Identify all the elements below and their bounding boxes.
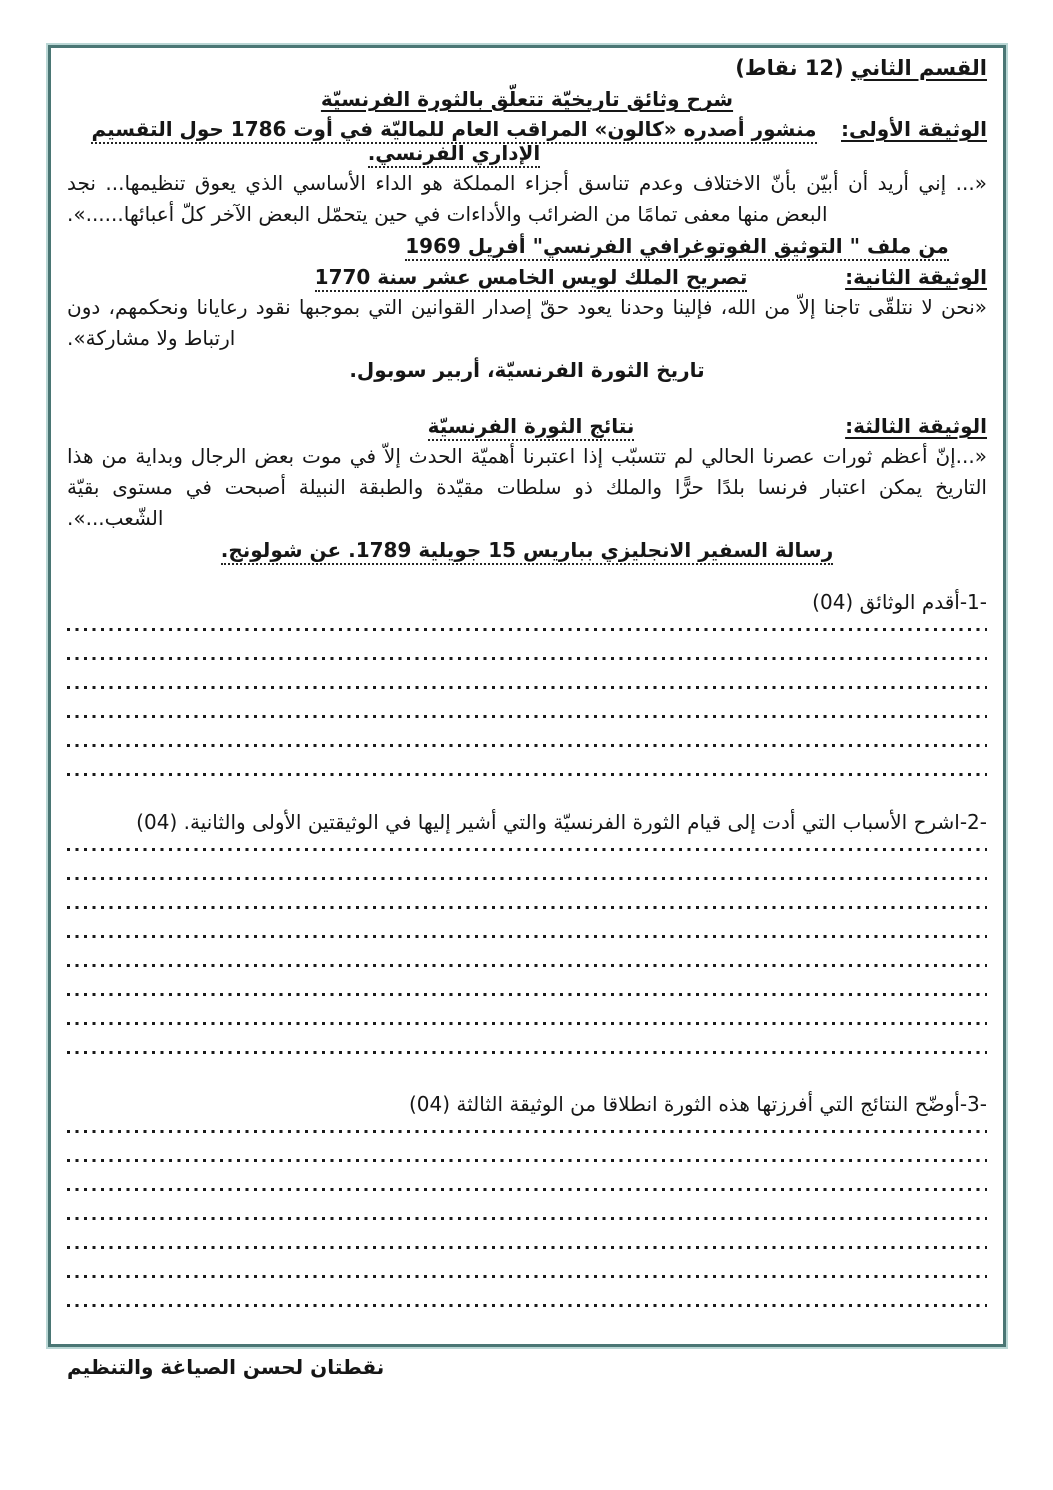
question-3-text: -3-أوضّح النتائج التي أفرزتها هذه الثورة انطلاقا من الوثيقة الثالثة (04) xyxy=(408,1092,987,1116)
document-2-title-wrap xyxy=(67,265,845,289)
answer-line xyxy=(67,1217,987,1220)
question-2-text: -2-اشرح الأسباب التي أدت إلى قيام الثورة الفرنسيّة والتي أشير إليها في الوثيقتين الأولى والثانية. (04) xyxy=(136,810,987,834)
answer-line xyxy=(67,1275,987,1278)
answer-line xyxy=(67,935,987,938)
exam-subtitle-row xyxy=(67,87,987,111)
spacer xyxy=(67,389,987,411)
document-1-label: الوثيقة الأولى: xyxy=(841,117,987,141)
document-2-source-row xyxy=(67,358,987,382)
document-3-title-wrap xyxy=(67,414,845,438)
answer-line xyxy=(67,657,987,660)
answer-line xyxy=(67,686,987,689)
question-1-text: -1-أقدم الوثائق (04) xyxy=(812,590,987,614)
answer-line xyxy=(67,715,987,718)
document-3-source: رسالة السفير الانجليزي بباريس 15 جويلية 1789. عن شولونج. xyxy=(221,538,834,565)
section-points: (12 نقاط) xyxy=(735,56,844,80)
answer-line xyxy=(67,1159,987,1162)
document-3-label: الوثيقة الثالثة: xyxy=(845,414,987,438)
answer-line xyxy=(67,1051,987,1054)
answer-line xyxy=(67,744,987,747)
exam-subtitle: شرح وثائق تاريخيّة تتعلّق بالثورة الفرنسيّة xyxy=(320,87,734,111)
answer-line xyxy=(67,1130,987,1133)
document-1-title-wrap xyxy=(67,117,841,165)
exam-sheet xyxy=(48,45,1006,1379)
section-title: القسم الثاني xyxy=(850,56,987,80)
answer-line xyxy=(67,1246,987,1249)
answer-line xyxy=(67,1304,987,1307)
document-3-title: نتائج الثورة الفرنسيّة xyxy=(428,414,635,441)
document-1-quote: «... إني أريد أن أبيّن بأنّ الاختلاف وعدم تناسق أجزاء المملكة هو الداء الأساسي الذي يعوق تنظيمها... نجد البعض منها معفى تمامًا من الضرائب والأداءات في حين يتحمّل البعض الآخر كلّ أعبائها......». xyxy=(67,171,987,226)
answer-line xyxy=(67,964,987,967)
answer-line xyxy=(67,1188,987,1191)
document-3-quote: «...إنّ أعظم ثورات عصرنا الحالي لم تتسبّب إذا اعتبرنا أهميّة الحدث إلاّ في موت بعض الرجال وبداية من هذا التاريخ يمكن اعتبار فرنسا بلدًا حرًّا والملك ذو سلطات مقيّدة والطبقة النبيلة أصبحت في مستوى بقيّة الشّعب...». xyxy=(67,444,987,530)
document-2-header xyxy=(67,265,987,289)
question-1-answer-lines xyxy=(67,628,987,776)
document-2-title: تصريح الملك لويس الخامس عشر سنة 1770 xyxy=(315,265,748,292)
answer-line xyxy=(67,877,987,880)
document-1-source-row xyxy=(67,234,987,258)
document-2-label: الوثيقة الثانية: xyxy=(845,265,987,289)
document-1-title: منشور أصدره «كالون» المراقب العام للماليّة في أوت 1786 حول التقسيم الإداري الفرنسي. xyxy=(91,117,816,168)
document-1-source: من ملف " التوثيق الفوتوغرافي الفرنسي" أفريل 1969 xyxy=(405,234,948,261)
answer-line xyxy=(67,1022,987,1025)
document-2-quote: «نحن لا نتلقّى تاجنا إلاّ من الله، فإلينا وحدنا يعود حقّ إصدار القوانين التي بموجبها نقود رعايانا ونحكمهم، دون ارتباط ولا مشاركة». xyxy=(67,295,987,350)
answer-line xyxy=(67,848,987,851)
answer-line xyxy=(67,773,987,776)
question-3-answer-lines xyxy=(67,1130,987,1307)
document-3-source-row xyxy=(67,538,987,562)
answer-line xyxy=(67,906,987,909)
answer-line xyxy=(67,628,987,631)
footer-note: نقطتان لحسن الصياغة والتنظيم xyxy=(67,1355,385,1379)
section-header xyxy=(67,56,987,80)
document-1-header xyxy=(67,117,987,165)
question-2-answer-lines xyxy=(67,848,987,1054)
answer-line xyxy=(67,993,987,996)
document-2-source: تاريخ الثورة الفرنسيّة، أربير سوبول. xyxy=(349,358,705,382)
document-3-header xyxy=(67,414,987,438)
